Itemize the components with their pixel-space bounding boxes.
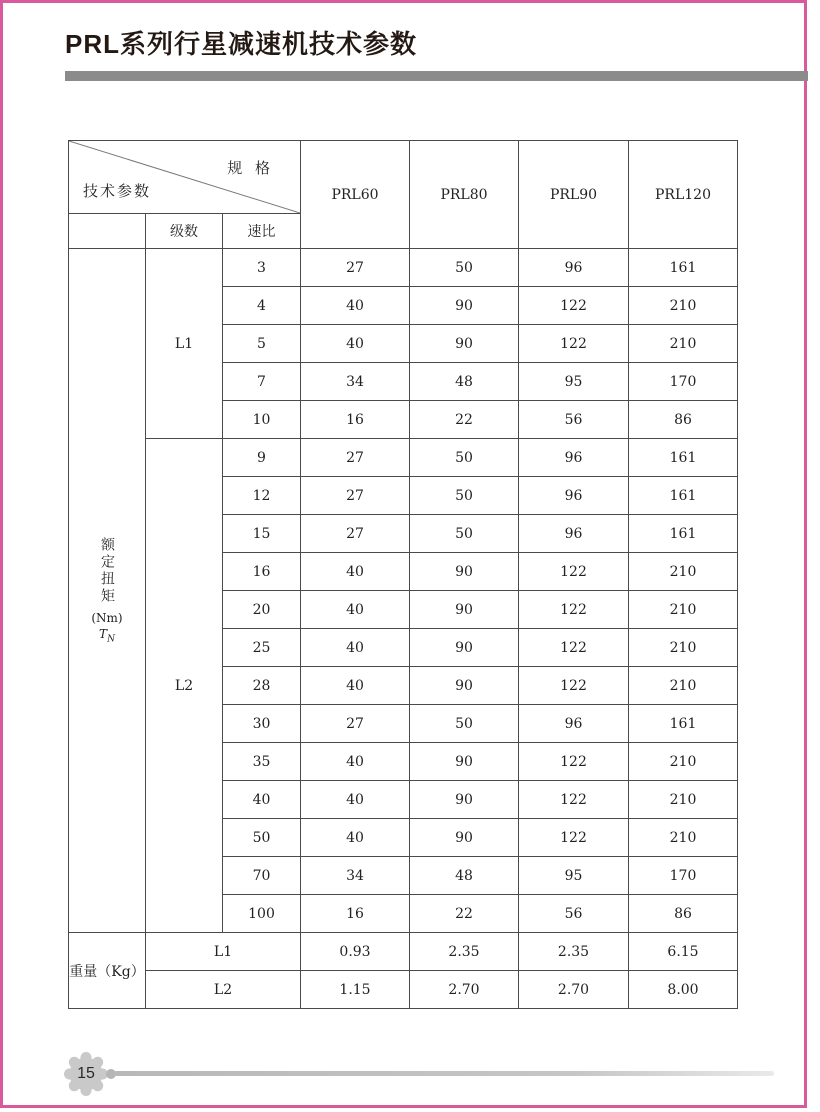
ratio-cell: 5: [223, 325, 301, 363]
ratio-cell: 15: [223, 515, 301, 553]
weight-value-cell: 2.70: [519, 971, 629, 1009]
value-cell: 210: [629, 819, 738, 857]
value-cell: 27: [301, 705, 410, 743]
value-cell: 96: [519, 515, 629, 553]
value-cell: 56: [519, 401, 629, 439]
weight-stage-cell: L2: [146, 971, 301, 1009]
ratio-cell: 7: [223, 363, 301, 401]
value-cell: 210: [629, 287, 738, 325]
value-cell: 40: [301, 667, 410, 705]
stage-header-cell: 级数: [146, 214, 223, 249]
weight-label-cell: 重量（Kg）: [69, 933, 146, 1009]
value-cell: 161: [629, 515, 738, 553]
value-cell: 161: [629, 249, 738, 287]
ratio-cell: 4: [223, 287, 301, 325]
ratio-cell: 12: [223, 477, 301, 515]
value-cell: 90: [410, 743, 519, 781]
value-cell: 50: [410, 515, 519, 553]
empty-header-cell: [69, 214, 146, 249]
page-title: PRL系列行星减速机技术参数: [65, 29, 418, 59]
ratio-cell: 20: [223, 591, 301, 629]
value-cell: 122: [519, 667, 629, 705]
weight-row: [69, 933, 738, 971]
weight-value-cell: 2.35: [410, 933, 519, 971]
value-cell: 170: [629, 857, 738, 895]
value-cell: 210: [629, 743, 738, 781]
value-cell: 95: [519, 857, 629, 895]
value-cell: 210: [629, 591, 738, 629]
value-cell: 96: [519, 249, 629, 287]
weight-row: [69, 971, 738, 1009]
value-cell: 40: [301, 325, 410, 363]
column-header-prl60: PRL60: [301, 141, 410, 249]
value-cell: 90: [410, 667, 519, 705]
value-cell: 161: [629, 477, 738, 515]
torque-unit: (Nm): [91, 610, 123, 625]
value-cell: 210: [629, 553, 738, 591]
value-cell: 22: [410, 401, 519, 439]
table-row: [69, 249, 738, 287]
page-number-badge: [62, 1050, 110, 1098]
value-cell: 90: [410, 781, 519, 819]
value-cell: 16: [301, 895, 410, 933]
value-cell: 40: [301, 287, 410, 325]
ratio-cell: 25: [223, 629, 301, 667]
ratio-cell: 28: [223, 667, 301, 705]
value-cell: 210: [629, 325, 738, 363]
value-cell: 96: [519, 705, 629, 743]
value-cell: 161: [629, 705, 738, 743]
value-cell: 50: [410, 249, 519, 287]
value-cell: 122: [519, 287, 629, 325]
value-cell: 86: [629, 401, 738, 439]
value-cell: 27: [301, 515, 410, 553]
weight-value-cell: 2.35: [519, 933, 629, 971]
value-cell: 34: [301, 857, 410, 895]
value-cell: 210: [629, 667, 738, 705]
weight-value-cell: 2.70: [410, 971, 519, 1009]
title-underline-bar: [65, 71, 808, 81]
value-cell: 122: [519, 553, 629, 591]
value-cell: 96: [519, 477, 629, 515]
column-header-prl90: PRL90: [519, 141, 629, 249]
ratio-cell: 3: [223, 249, 301, 287]
value-cell: 122: [519, 591, 629, 629]
value-cell: 90: [410, 553, 519, 591]
value-cell: 56: [519, 895, 629, 933]
diagonal-header-cell: [69, 141, 301, 214]
value-cell: 50: [410, 477, 519, 515]
ratio-cell: 40: [223, 781, 301, 819]
stage-group-cell: L1: [146, 249, 223, 439]
value-cell: 27: [301, 249, 410, 287]
value-cell: 40: [301, 629, 410, 667]
value-cell: 122: [519, 629, 629, 667]
weight-value-cell: 8.00: [629, 971, 738, 1009]
spec-axis-label: 规 格: [227, 159, 274, 177]
value-cell: 122: [519, 325, 629, 363]
spec-table: [68, 140, 738, 1009]
value-cell: 90: [410, 325, 519, 363]
ratio-cell: 9: [223, 439, 301, 477]
footer-decor-line: [114, 1071, 774, 1076]
value-cell: 48: [410, 363, 519, 401]
weight-value-cell: 6.15: [629, 933, 738, 971]
weight-value-cell: 1.15: [301, 971, 410, 1009]
ratio-cell: 70: [223, 857, 301, 895]
torque-label-text: 额定扭矩: [99, 536, 115, 605]
value-cell: 95: [519, 363, 629, 401]
value-cell: 50: [410, 439, 519, 477]
value-cell: 40: [301, 591, 410, 629]
value-cell: 210: [629, 629, 738, 667]
value-cell: 48: [410, 857, 519, 895]
value-cell: 90: [410, 591, 519, 629]
ratio-cell: 35: [223, 743, 301, 781]
value-cell: 40: [301, 819, 410, 857]
value-cell: 34: [301, 363, 410, 401]
table-row: [69, 439, 738, 477]
column-header-prl120: PRL120: [629, 141, 738, 249]
value-cell: 40: [301, 553, 410, 591]
value-cell: 40: [301, 781, 410, 819]
ratio-cell: 10: [223, 401, 301, 439]
value-cell: 50: [410, 705, 519, 743]
stage-group-cell: L2: [146, 439, 223, 933]
torque-label-cell: [69, 249, 146, 933]
value-cell: 96: [519, 439, 629, 477]
value-cell: 90: [410, 819, 519, 857]
table-header-row-1: [69, 141, 738, 214]
value-cell: 170: [629, 363, 738, 401]
ratio-cell: 30: [223, 705, 301, 743]
value-cell: 122: [519, 743, 629, 781]
value-cell: 90: [410, 287, 519, 325]
value-cell: 122: [519, 781, 629, 819]
value-cell: 27: [301, 439, 410, 477]
page-footer: [0, 1048, 820, 1108]
value-cell: 27: [301, 477, 410, 515]
value-cell: 161: [629, 439, 738, 477]
ratio-header-cell: 速比: [223, 214, 301, 249]
page-number: 15: [77, 1065, 95, 1082]
parameter-axis-label: 技术参数: [83, 182, 152, 200]
column-header-prl80: PRL80: [410, 141, 519, 249]
ratio-cell: 16: [223, 553, 301, 591]
value-cell: 90: [410, 629, 519, 667]
weight-value-cell: 0.93: [301, 933, 410, 971]
weight-stage-cell: L1: [146, 933, 301, 971]
value-cell: 16: [301, 401, 410, 439]
ratio-cell: 100: [223, 895, 301, 933]
value-cell: 22: [410, 895, 519, 933]
value-cell: 122: [519, 819, 629, 857]
value-cell: 86: [629, 895, 738, 933]
torque-symbol: $T_N$: [99, 626, 115, 645]
value-cell: 40: [301, 743, 410, 781]
ratio-cell: 50: [223, 819, 301, 857]
value-cell: 210: [629, 781, 738, 819]
